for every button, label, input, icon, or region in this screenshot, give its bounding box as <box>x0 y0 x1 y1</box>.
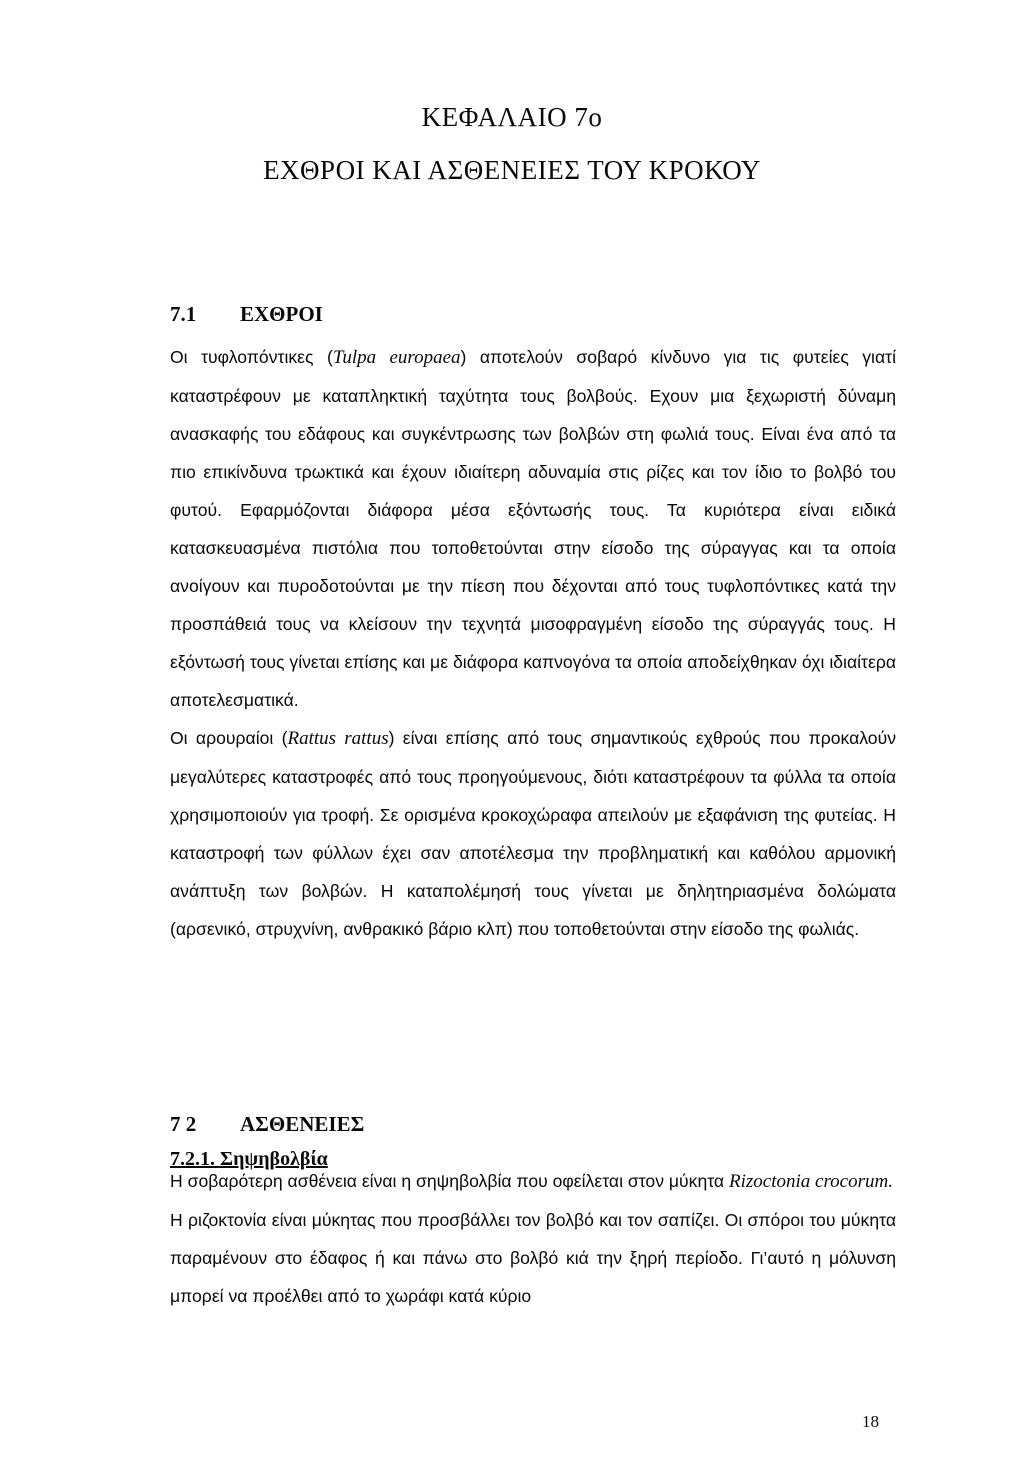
subsection-heading: 7.2.1. Σηψηβολβία <box>170 1148 328 1170</box>
paragraph-text: Οι αρουραίοι ( <box>170 728 288 748</box>
paragraph-rhizoctonia: Η ριζοκτονία είναι μύκητας που προσβάλλει τον βολβό και τον σαπίζει. Οι σπόροι του μύκητα παραμένουν στο έδαφος ή και πάνω στο βολβό κιά την ξηρή περίοδο. Γι’αυτό η μόλυνση μπορεί να προέλθει από το χωράφι κατά κύριο <box>170 1210 896 1306</box>
page-number: 18 <box>862 1412 879 1431</box>
section-title: ΕΧΘΡΟΙ <box>240 302 323 326</box>
species-name: Rizoctonia crocorum. <box>729 1171 893 1192</box>
species-name: Rattus rattus <box>287 728 389 749</box>
chapter-label: ΚΕΦΑΛΑΙΟ 7ο <box>421 102 603 132</box>
section-heading-enemies <box>170 302 323 327</box>
paragraph-text: ) αποτελούν σοβαρό κίνδυνο για τις φυτείες γιατί καταστρέφουν με καταπληκτική ταχύτητα τους βολβούς. Εχουν μια ξεχωριστή δύναμη ανασκαφής του εδάφους και συγκέντρωσης των βολβών στη φωλιά τους. Είναι ένα από τα πιο επικίνδυνα τρωκτικά και έχουν ιδιαίτερη αδυναμία στις ρίζες και τον ίδιο το βολβό του φυτού. Εφαρμόζονται διάφορα μέσα εξόντωσής τους. Τα κυριότερα είναι ειδικά κατασκευασμένα πιστόλια που τοποθετούνται στην είσοδο της σύραγγας και τα οποία ανοίγουν και πυροδοτούνται με την πίεση που δέχονται από τους τυφλοπόντικες κατά την προσπάθειά τους να κλείσουν την τεχνητά μισοφραγμένη είσοδο της σύραγγάς τους. Η εξόντωσή τους γίνεται επίσης και με διάφορα καπνογόνα τα οποία αποδείχθηκαν όχι ιδιαίτερα αποτελεσματικά. <box>170 347 896 710</box>
section-title: ΑΣΘΕΝΕΙΕΣ <box>240 1112 365 1136</box>
section-diseases-body <box>170 1162 896 1315</box>
section-number: 7 2 <box>170 1112 197 1136</box>
paragraph-moles <box>170 338 896 719</box>
section-number: 7.1 <box>170 302 197 326</box>
paragraph-text: Η σοβαρότερη ασθένεια είναι η σηψηβολβία που οφείλεται στον μύκητα <box>170 1171 725 1191</box>
paragraph-text: ) είναι επίσης από τους σημαντικούς εχθρούς που προκαλούν μεγαλύτερες καταστροφές από τους προηγούμενους, διότι καταστρέφουν τα φύλλα τα οποία χρησιμοποιούν για τροφή. Σε ορισμένα κροκοχώραφα απειλούν με εξαφάνιση της φυτείας. Η καταστροφή των φύλλων έχει σαν αποτέλεσμα την προβληματική και καθόλου αρμονική ανάπτυξη των βολβών. Η καταπολέμησή τους γίνεται με δηλητηριασμένα δολώματα (αρσενικό, στρυχνίνη, ανθρακικό βάριο κλπ) που τοποθετούνται στην είσοδο της φωλιάς. <box>170 728 896 939</box>
section-heading-diseases <box>170 1112 364 1137</box>
paragraph-text: Οι τυφλοπόντικες ( <box>170 347 333 367</box>
paragraph-disease-intro <box>170 1162 896 1201</box>
section-enemies-body <box>170 338 896 948</box>
chapter-title: ΕΧΘΡΟΙ ΚΑΙ ΑΣΘΕΝΕΙΕΣ ΤΟΥ ΚΡΟΚΟΥ <box>263 155 761 185</box>
species-name: Tulpa europaea <box>332 347 461 368</box>
paragraph-rats <box>170 719 896 948</box>
